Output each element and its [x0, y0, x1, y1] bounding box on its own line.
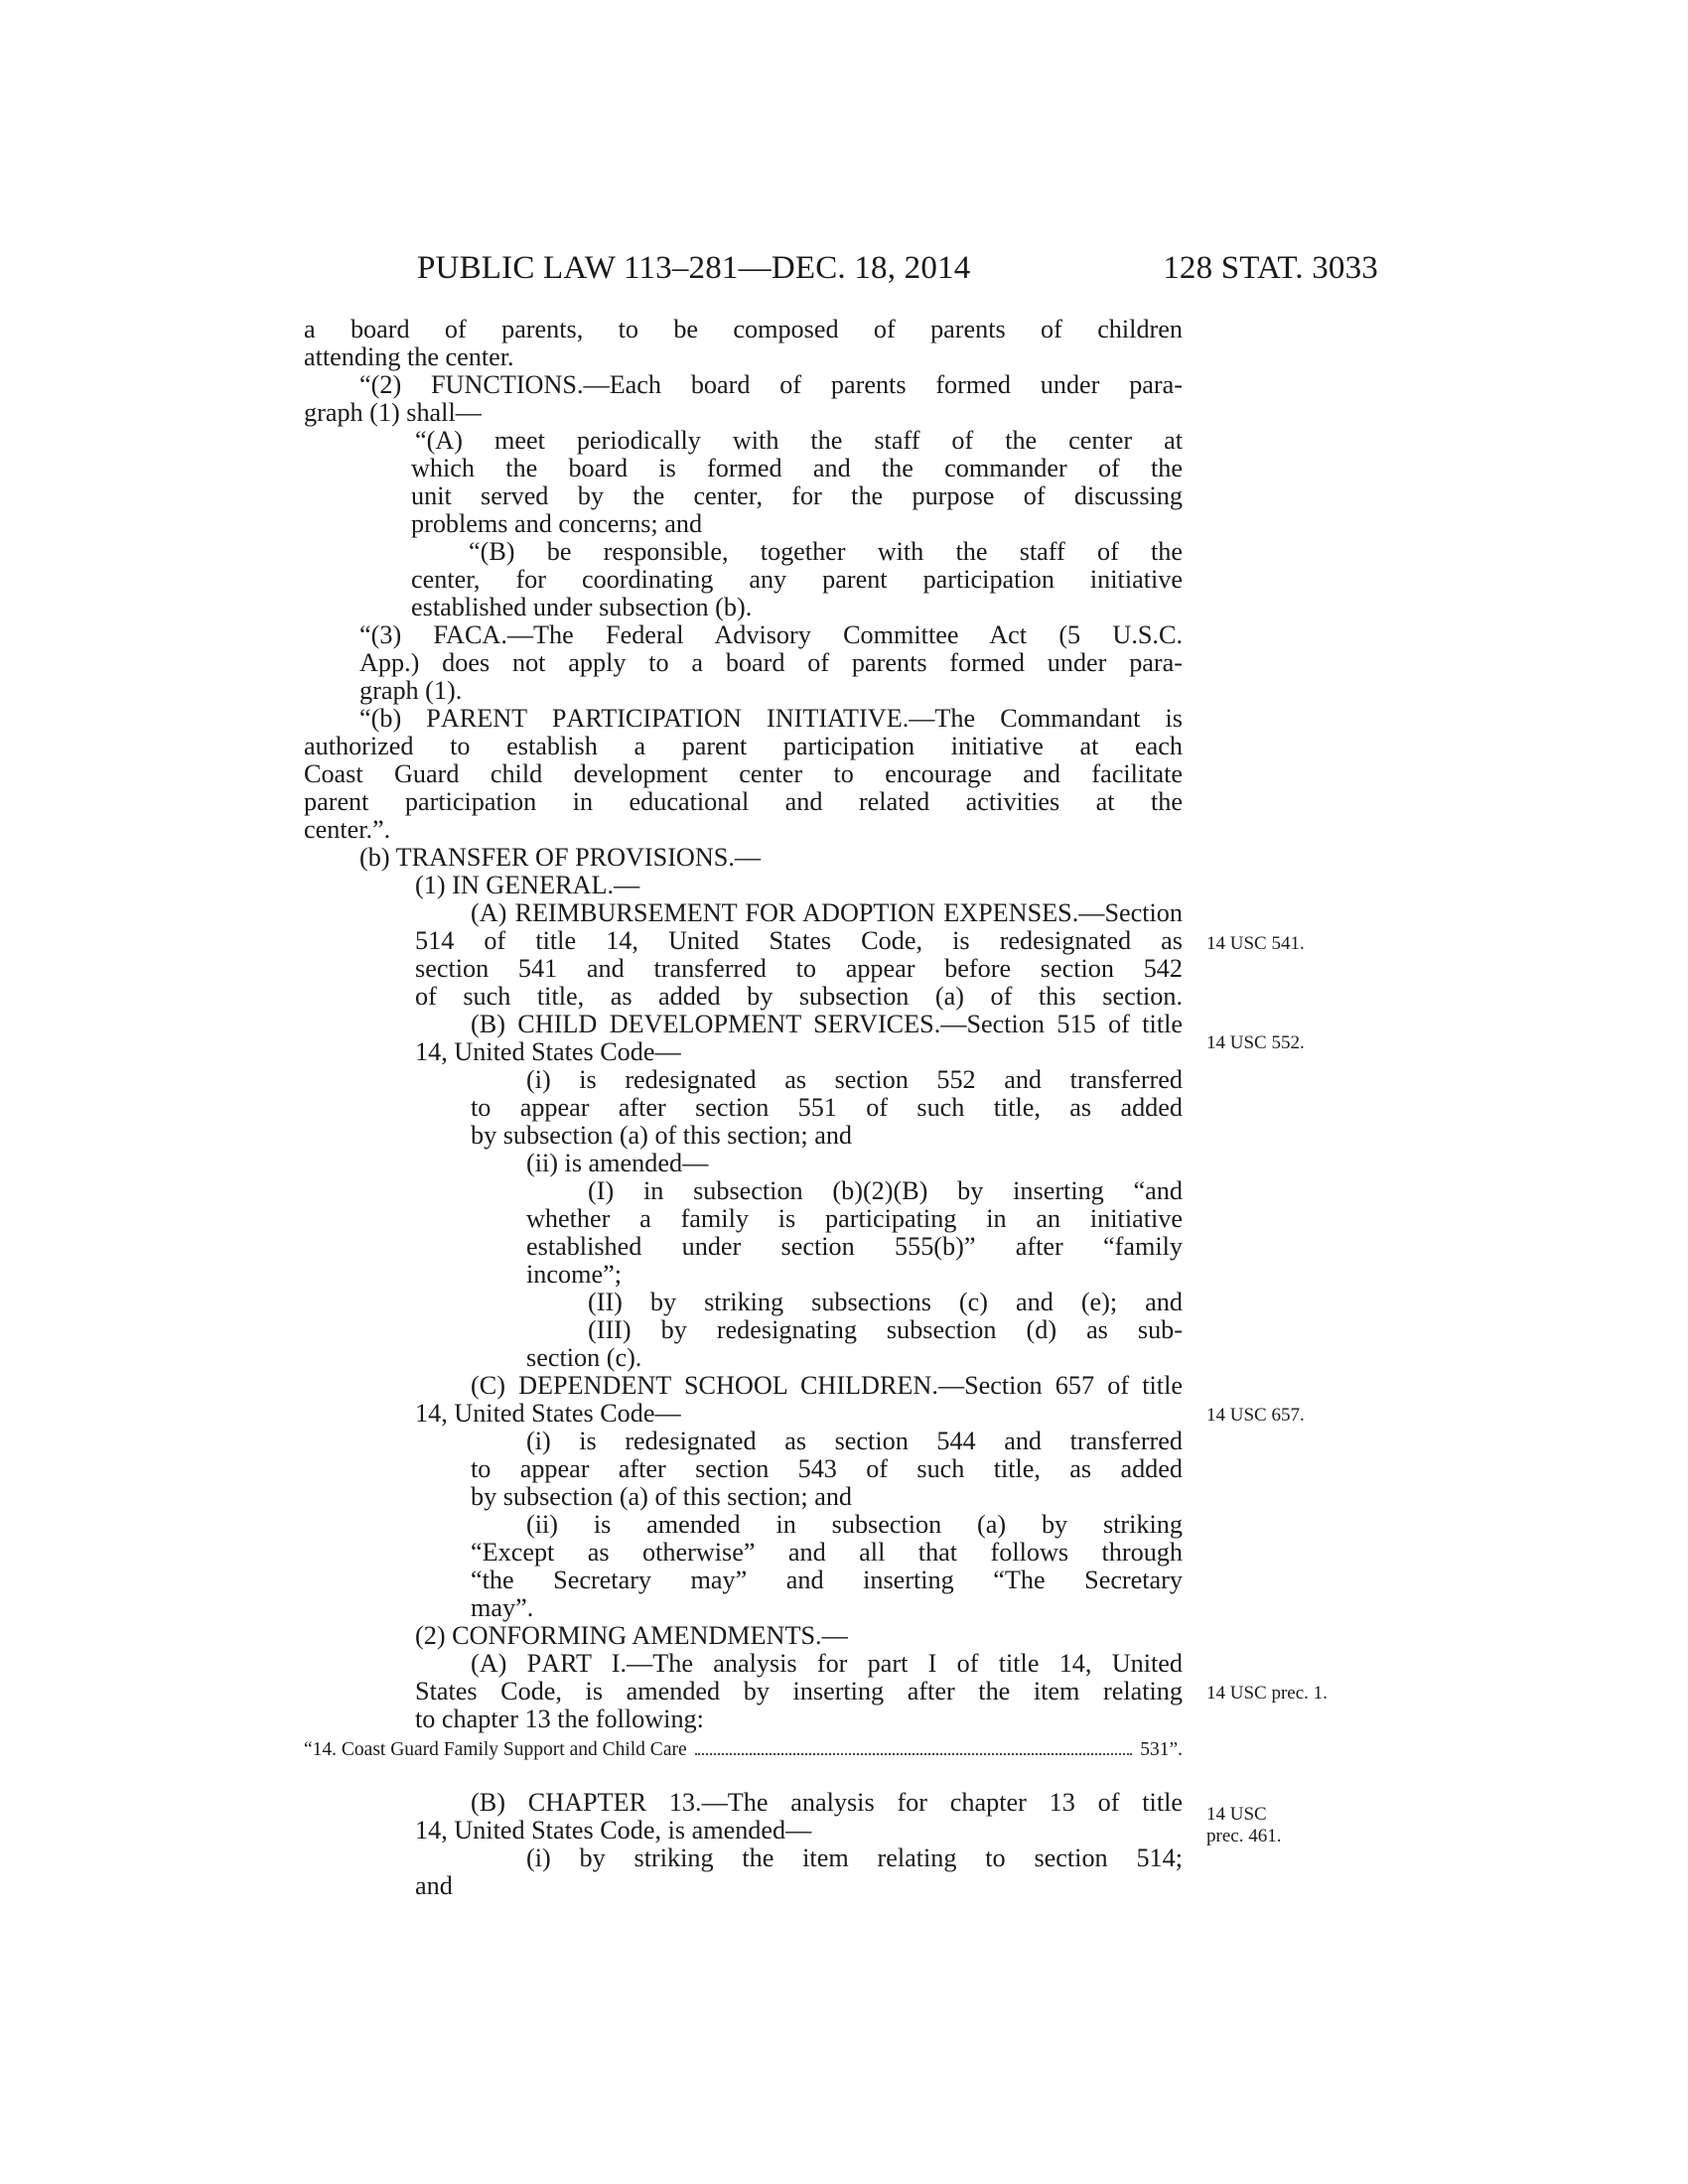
text-line: (2) CONFORMING AMENDMENTS.—	[415, 1621, 848, 1650]
toc-entry-page: 531”.	[1140, 1739, 1183, 1760]
text-line: (A) REIMBURSEMENT FOR ADOPTION EXPENSES.—Section	[471, 898, 1183, 927]
margin-note: prec. 461.	[1206, 1826, 1282, 1846]
text-line: (A) PART I.—The analysis for part I of title 14, United	[471, 1649, 1183, 1678]
text-line: Coast Guard child development center to encourage and facilitate	[304, 759, 1183, 788]
text-line: States Code, is amended by inserting after the item relating	[415, 1677, 1183, 1706]
text-line: problems and concerns; and	[411, 509, 703, 538]
text-line: (I) in subsection (b)(2)(B) by inserting “and	[588, 1176, 1183, 1205]
text-line: attending the center.	[304, 342, 514, 371]
text-line: and	[415, 1871, 453, 1900]
text-line: to appear after section 543 of such title, as added	[471, 1454, 1183, 1483]
text-line: 14, United States Code—	[415, 1399, 681, 1428]
text-line: whether a family is participating in an initiative	[526, 1204, 1183, 1233]
margin-note: 14 USC	[1206, 1804, 1267, 1825]
text-line: “Except as otherwise” and all that follows through	[471, 1538, 1183, 1567]
margin-note: 14 USC 541.	[1206, 933, 1305, 954]
text-line: (III) by redesignating subsection (d) as sub-	[588, 1315, 1183, 1344]
text-line: 14, United States Code—	[415, 1037, 681, 1066]
text-line: section 541 and transferred to appear before section 542	[415, 954, 1183, 983]
text-line: (i) is redesignated as section 552 and transferred	[526, 1065, 1183, 1094]
text-line: “the Secretary may” and inserting “The Secretary	[471, 1566, 1183, 1594]
text-line: to appear after section 551 of such title, as added	[471, 1093, 1183, 1122]
text-line: may”.	[471, 1593, 534, 1622]
text-line: 14, United States Code, is amended—	[415, 1816, 812, 1844]
text-line: (II) by striking subsections (c) and (e); and	[588, 1288, 1183, 1316]
toc-entry-label: “14. Coast Guard Family Support and Child Care	[304, 1739, 687, 1760]
text-line: (B) CHAPTER 13.—The analysis for chapter 13 of title	[471, 1788, 1183, 1817]
text-line: (i) is redesignated as section 544 and transferred	[526, 1427, 1183, 1455]
text-line: of such title, as added by subsection (a) of this section.	[415, 982, 1183, 1011]
margin-note: 14 USC prec. 1.	[1206, 1683, 1328, 1704]
text-line: “(B) be responsible, together with the staff of the	[469, 537, 1183, 566]
text-line: graph (1) shall—	[304, 398, 482, 427]
text-line: by subsection (a) of this section; and	[471, 1121, 853, 1150]
text-line: by subsection (a) of this section; and	[471, 1482, 853, 1511]
running-header-page: 128 STAT. 3033	[1163, 250, 1378, 286]
text-line: “(2) FUNCTIONS.—Each board of parents formed under para-	[359, 370, 1183, 399]
text-line: a board of parents, to be composed of parents of children	[304, 315, 1183, 343]
text-line: established under subsection (b).	[411, 593, 753, 621]
margin-note: 14 USC 552.	[1206, 1032, 1305, 1053]
table-of-contents-entry	[304, 1739, 1183, 1761]
text-line: (b) TRANSFER OF PROVISIONS.—	[359, 843, 762, 872]
text-line: income”;	[526, 1260, 622, 1289]
text-line: (C) DEPENDENT SCHOOL CHILDREN.—Section 657 of title	[471, 1371, 1183, 1400]
text-line: (1) IN GENERAL.—	[415, 871, 640, 899]
text-line: center.”.	[304, 815, 391, 844]
text-line: center, for coordinating any parent participation initiative	[411, 565, 1183, 594]
document-body	[304, 316, 1183, 1900]
text-line: parent participation in educational and related activities at the	[304, 787, 1183, 816]
text-line: unit served by the center, for the purpose of discussing	[411, 481, 1183, 510]
text-line: section (c).	[526, 1343, 642, 1372]
text-line: “(b) PARENT PARTICIPATION INITIATIVE.—The Commandant is	[359, 704, 1183, 733]
text-line: “(3) FACA.—The Federal Advisory Committee Act (5 U.S.C.	[359, 620, 1183, 649]
margin-note: 14 USC 657.	[1206, 1405, 1305, 1426]
text-line: authorized to establish a parent participation initiative at each	[304, 732, 1183, 760]
text-line: (B) CHILD DEVELOPMENT SERVICES.—Section 515 of title	[471, 1010, 1184, 1038]
text-line: (ii) is amended in subsection (a) by striking	[526, 1510, 1183, 1539]
text-line: (ii) is amended—	[526, 1149, 709, 1177]
text-line: 514 of title 14, United States Code, is redesignated as	[415, 926, 1183, 955]
text-line: (i) by striking the item relating to section 514;	[526, 1843, 1183, 1872]
text-line: graph (1).	[359, 676, 463, 705]
text-line: App.) does not apply to a board of parents formed under para-	[359, 648, 1183, 677]
text-line: which the board is formed and the commander of the	[411, 454, 1183, 482]
text-line: established under section 555(b)” after “family	[526, 1232, 1183, 1261]
toc-dot-leader	[695, 1753, 1133, 1755]
text-line: to chapter 13 the following:	[415, 1705, 704, 1733]
running-header-title: PUBLIC LAW 113–281—DEC. 18, 2014	[417, 250, 971, 286]
text-line: “(A) meet periodically with the staff of the center at	[415, 426, 1183, 455]
